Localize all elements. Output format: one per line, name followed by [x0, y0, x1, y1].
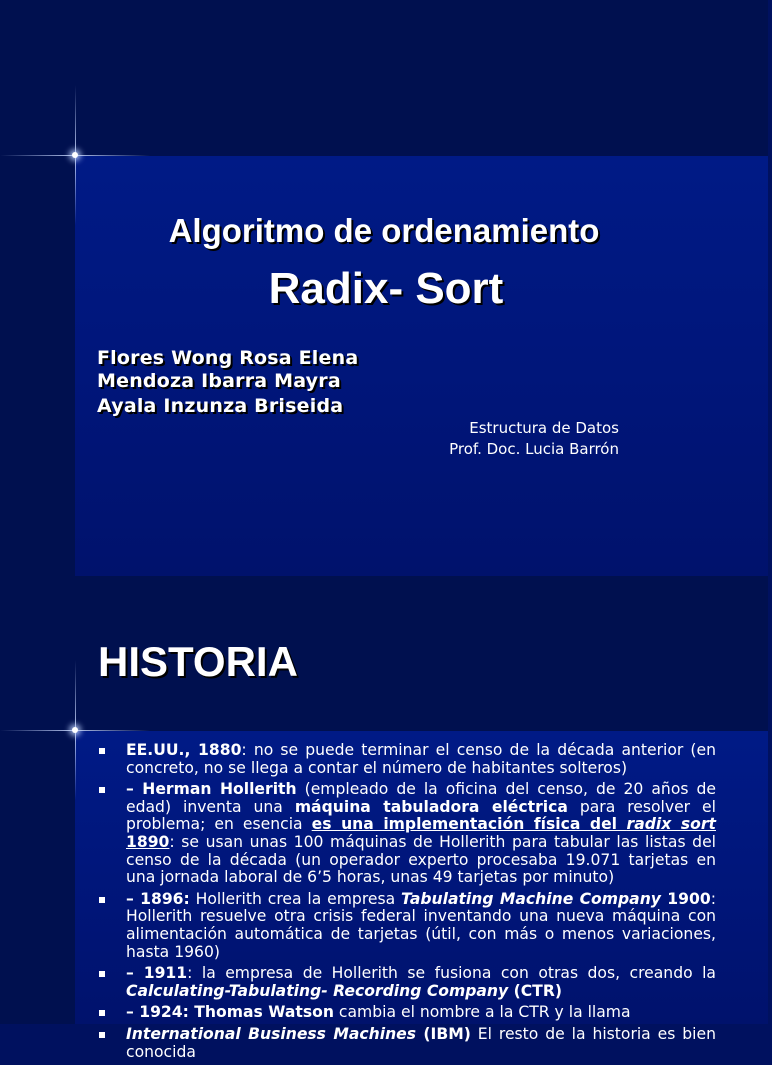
- bullet-lead: – Herman Hollerith: [126, 780, 297, 799]
- bullet-square-icon: [99, 971, 105, 977]
- company-abbr: (IBM): [416, 1024, 471, 1043]
- list-item: [98, 965, 716, 1000]
- bullet-lead: – 1911: [126, 964, 188, 983]
- star-core-icon: [72, 152, 78, 158]
- bullet-year: 1900: [660, 889, 711, 908]
- slide-heading: HISTORIA: [98, 638, 298, 685]
- list-item: [98, 891, 716, 961]
- star-core-icon: [72, 727, 78, 733]
- course-name: Estructura de Datos: [469, 419, 619, 437]
- title-line-1: Algoritmo de ordenamiento: [168, 212, 600, 249]
- bullet-text: Hollerith crea la empresa: [189, 889, 402, 908]
- bullet-text: El resto de la historia es bien conocida: [126, 1024, 716, 1061]
- company-name: Calculating-Tabulating- Recording Company: [126, 981, 509, 1000]
- bullet-text: : Hollerith resuelve otra crisis federal inventando una nueva máquina con alimentación automática de tarjetas (útil, con más o menos variaciones, hasta 1960): [126, 889, 716, 961]
- bullet-text: : la empresa de Hollerith se fusiona con otras dos, creando la: [187, 964, 716, 983]
- company-abbr: (CTR): [508, 981, 562, 1000]
- list-item: [98, 1004, 716, 1022]
- bullet-square-icon: [99, 1032, 105, 1038]
- bullet-square-icon: [99, 787, 105, 793]
- bullet-text: cambia el nombre a la CTR y la llama: [333, 1003, 631, 1022]
- list-item: [98, 781, 716, 887]
- bullet-underlined-italic: radix sort: [626, 815, 716, 834]
- bullet-lead: – 1896:: [126, 889, 190, 908]
- bullet-square-icon: [99, 1010, 105, 1016]
- author-1: Flores Wong Rosa Elena: [97, 347, 359, 369]
- author-2: Mendoza Ibarra Mayra: [97, 370, 341, 392]
- bullet-text: (empleado de la oficina del censo, de 20 años de edad) inventa una: [126, 780, 716, 816]
- history-slide: [0, 576, 768, 1061]
- title-line-2: Radix- Sort: [268, 264, 504, 313]
- bullet-lead: – 1924: Thomas Watson: [126, 1003, 334, 1022]
- bullet-underlined: es una implementación física del: [311, 815, 627, 834]
- bullet-square-icon: [99, 897, 105, 903]
- slide-left-band: [0, 576, 75, 1024]
- list-item: [98, 742, 716, 777]
- list-item: [98, 1026, 716, 1061]
- bullet-underlined-year: 1890: [126, 832, 170, 851]
- history-bullet-list: [98, 742, 716, 1065]
- professor-name: Prof. Doc. Lucia Barrón: [449, 440, 619, 458]
- bullet-text: : no se puede terminar el censo de la década anterior (en concreto, no se llega a contar el número de habitantes solteros): [126, 741, 716, 777]
- bullet-text: : se usan unas 100 máquinas de Hollerith para tabular las listas del censo de la década (un operador experto procesaba 19.071 tarjetas en una jornada laboral de 6’5 horas, unas 49 tarjetas por minuto): [126, 832, 716, 887]
- slide-top-band: [0, 0, 768, 156]
- author-3: Ayala Inzunza Briseida: [97, 395, 344, 417]
- bullet-lead: EE.UU., 1880: [126, 741, 242, 759]
- bullet-square-icon: [99, 748, 105, 754]
- company-name: Tabulating Machine Company: [401, 889, 661, 908]
- company-name: International Business Machines: [126, 1024, 417, 1043]
- bullet-emphasis: máquina tabuladora eléctrica: [294, 797, 568, 816]
- bullet-text: para resolver el problema; en esencia: [126, 797, 716, 834]
